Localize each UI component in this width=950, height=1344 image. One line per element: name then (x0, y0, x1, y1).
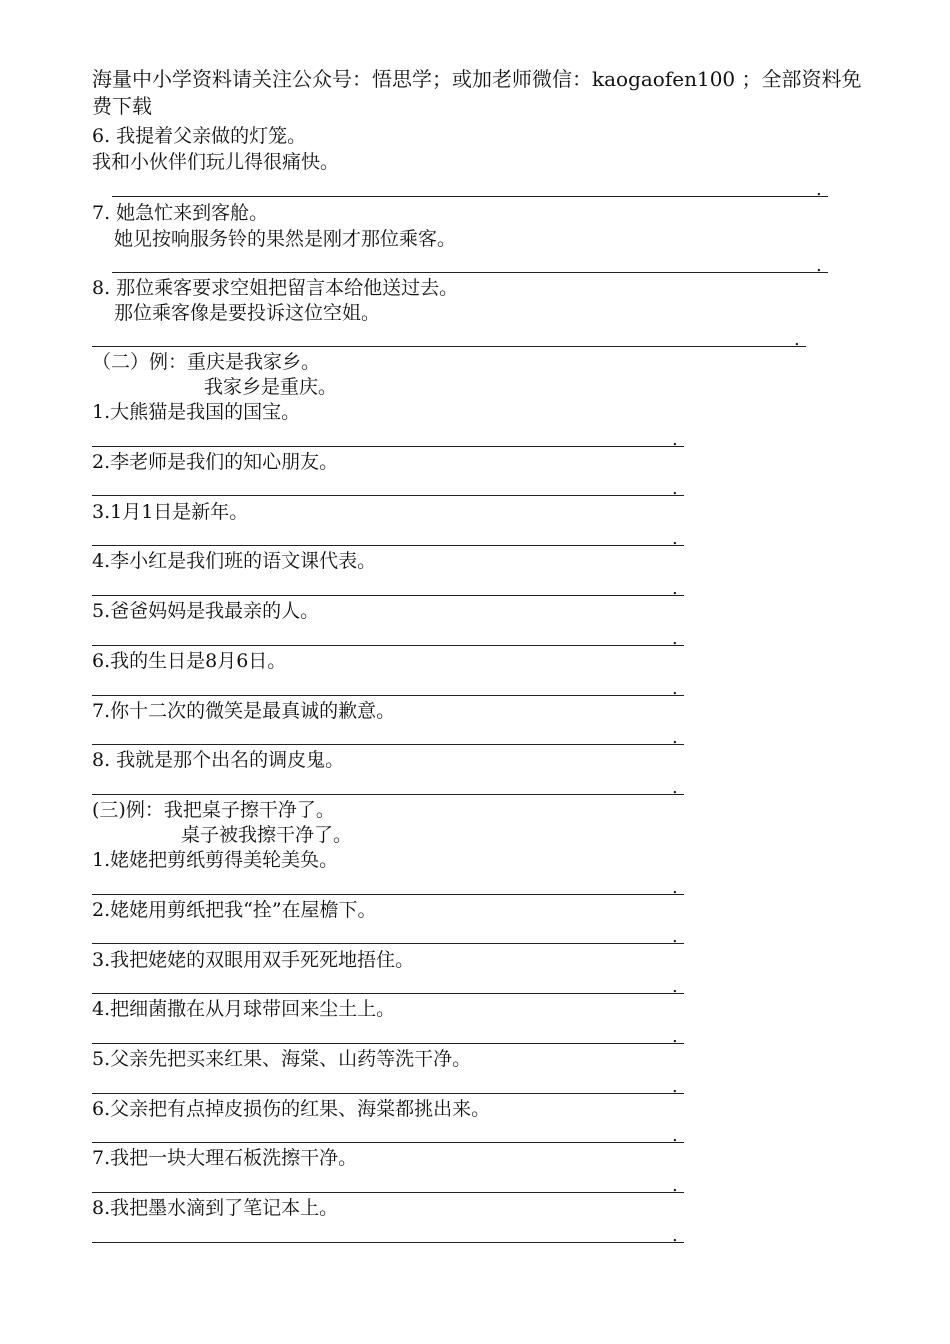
s2-item-8: 8. 我就是那个出名的调皮鬼。 (92, 749, 345, 771)
answer-end-mark: . (672, 877, 678, 898)
answer-end-mark: . (672, 976, 678, 997)
answer-line[interactable] (92, 1043, 684, 1044)
s3-item-6: 6.父亲把有点掉皮损伤的红果、海棠都挑出来。 (92, 1098, 491, 1120)
answer-end-mark: . (672, 1125, 678, 1146)
s2-item-7: 7.你十二次的微笑是最真诚的歉意。 (92, 700, 396, 722)
s2-item-6: 6.我的生日是8月6日。 (92, 650, 287, 672)
s1-item-8-sentence-b: 那位乘客像是要投诉这位空姐。 (114, 302, 381, 324)
s3-example-original: (三)例：我把桌子擦干净了。 (92, 799, 335, 821)
answer-line[interactable] (92, 1142, 684, 1143)
answer-end-mark: . (672, 777, 678, 798)
answer-line[interactable] (92, 943, 684, 944)
answer-line[interactable] (92, 346, 806, 347)
answer-end-mark: . (794, 329, 800, 350)
answer-end-mark: . (672, 429, 678, 450)
answer-line[interactable] (92, 446, 684, 447)
answer-line[interactable] (92, 1242, 684, 1243)
answer-end-mark: . (672, 628, 678, 649)
answer-end-mark: . (672, 578, 678, 599)
answer-line[interactable] (92, 495, 684, 496)
s3-item-4: 4.把细菌撒在从月球带回来尘土上。 (92, 998, 396, 1020)
s3-item-8: 8.我把墨水滴到了笔记本上。 (92, 1197, 339, 1219)
s1-item-7-sentence-b: 她见按响服务铃的果然是刚才那位乘客。 (114, 228, 457, 250)
s3-item-7: 7.我把一块大理石板洗擦干净。 (92, 1147, 358, 1169)
s3-item-2: 2.姥姥用剪纸把我“拴”在屋檐下。 (92, 899, 377, 921)
answer-line[interactable] (92, 695, 684, 696)
answer-line[interactable] (92, 645, 684, 646)
s1-item-8-sentence-a: 8. 那位乘客要求空姐把留言本给他送过去。 (92, 277, 459, 299)
s2-example-rewritten: 我家乡是重庆。 (204, 376, 338, 398)
answer-line[interactable] (92, 1192, 684, 1193)
s2-example-original: （二）例：重庆是我家乡。 (92, 351, 321, 373)
answer-end-mark: . (672, 1076, 678, 1097)
answer-end-mark: . (672, 1026, 678, 1047)
answer-end-mark: . (672, 1175, 678, 1196)
answer-line[interactable] (112, 272, 828, 273)
answer-line[interactable] (112, 196, 828, 197)
answer-end-mark: . (816, 255, 822, 276)
answer-end-mark: . (672, 478, 678, 499)
s2-item-3: 3.1月1日是新年。 (92, 501, 249, 523)
answer-end-mark: . (672, 678, 678, 699)
answer-line[interactable] (92, 894, 684, 895)
answer-line[interactable] (92, 1093, 684, 1094)
s3-item-3: 3.我把姥姥的双眼用双手死死地捂住。 (92, 949, 415, 971)
s1-item-6-sentence-a: 6. 我提着父亲做的灯笼。 (92, 125, 307, 147)
s2-item-4: 4.李小红是我们班的语文课代表。 (92, 550, 377, 572)
s2-item-5: 5.爸爸妈妈是我最亲的人。 (92, 600, 320, 622)
s3-example-rewritten: 桌子被我擦干净了。 (181, 824, 353, 846)
answer-end-mark: . (672, 926, 678, 947)
answer-end-mark: . (672, 1225, 678, 1246)
answer-end-mark: . (672, 528, 678, 549)
s1-item-7-sentence-a: 7. 她急忙来到客舱。 (92, 202, 269, 224)
answer-line[interactable] (92, 993, 684, 994)
answer-line[interactable] (92, 794, 684, 795)
answer-line[interactable] (92, 595, 684, 596)
answer-line[interactable] (92, 545, 684, 546)
answer-line[interactable] (92, 744, 684, 745)
s2-item-1: 1.大熊猫是我国的国宝。 (92, 401, 301, 423)
s3-item-5: 5.父亲先把买来红果、海棠、山药等洗干净。 (92, 1048, 472, 1070)
header-notice: 海量中小学资料请关注公众号：悟思学；或加老师微信：kaogaofen100 ；全部资料免费下载 (92, 67, 862, 118)
s3-item-1: 1.姥姥把剪纸剪得美轮美奂。 (92, 849, 339, 871)
s2-item-2: 2.李老师是我们的知心朋友。 (92, 451, 339, 473)
s1-item-6-sentence-b: 我和小伙伴们玩儿得很痛快。 (92, 151, 340, 173)
answer-end-mark: . (672, 727, 678, 748)
answer-end-mark: . (816, 179, 822, 200)
